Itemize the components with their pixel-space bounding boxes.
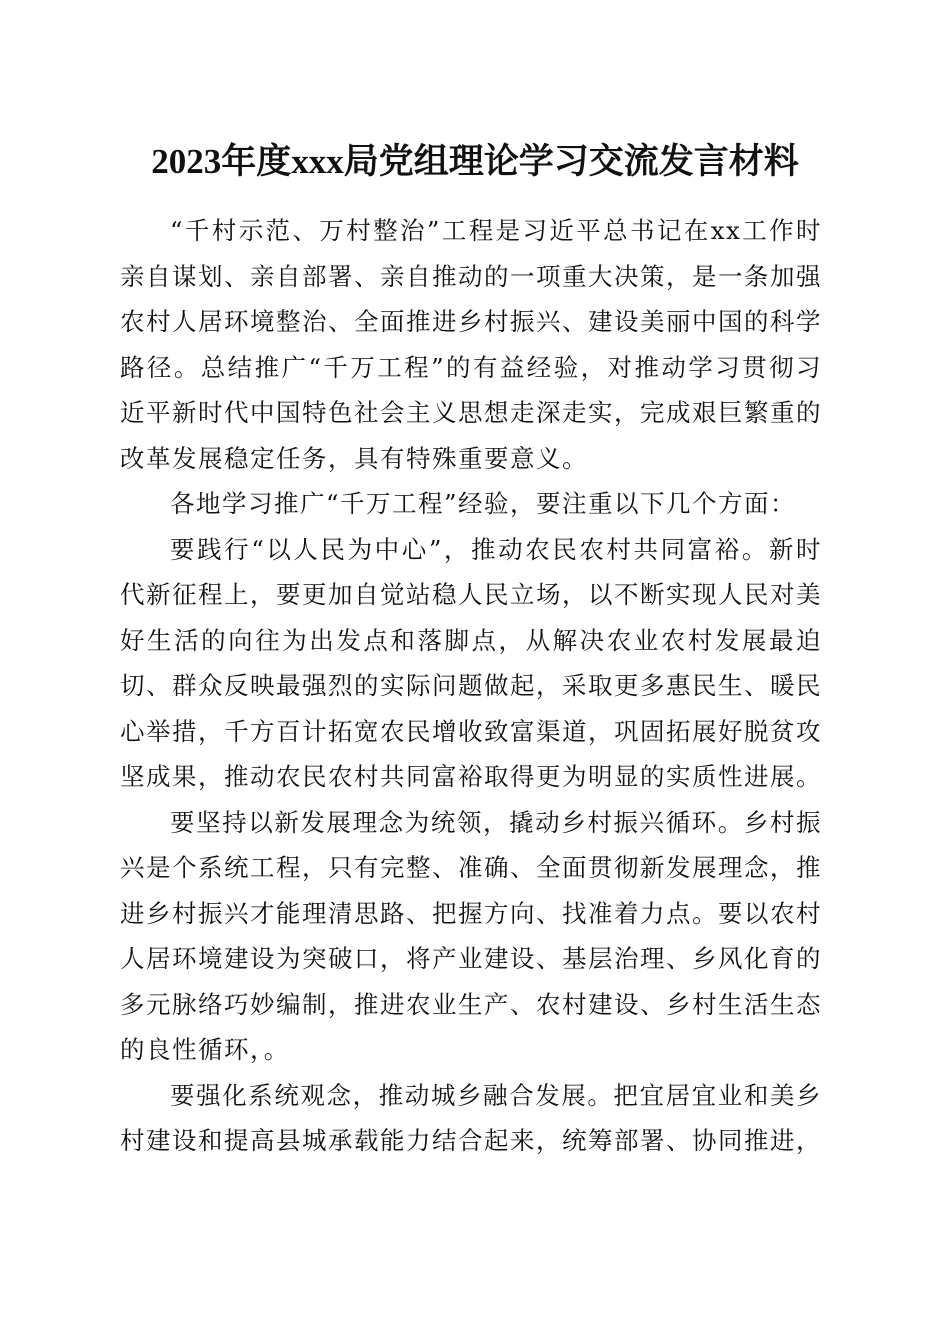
document-title: 2023年度xxx局党组理论学习交流发言材料 xyxy=(151,142,799,181)
paragraph-new-development: 要坚持以新发展理念为统领，撬动乡村振兴循环。乡村振兴是个系统工程，只有完整、准确、全面贯彻新发展理念，推进乡村振兴才能理清思路、把握方向、找准着力点。要以农村人居环境建设为突破口，将产业建设、基层治理、乡风化育的多元脉络巧妙编制，推进农业生产、农村建设、乡村生活生态的良性循环，。 xyxy=(120,807,822,1064)
paragraph-urban-rural: 要强化系统观念，推动城乡融合发展。把宜居宜业和美乡村建设和提高县城承载能力结合起来，统筹部署、协同推进， xyxy=(120,1080,822,1155)
paragraph-people-centered: 要践行“以人民为中心”，推动农民农村共同富裕。新时代新征程上，要更加自觉站稳人民立场，以不断实现人民对美好生活的向往为出发点和落脚点，从解决农业农村发展最迫切、群众反映最强烈的实际问题做起，采取更多惠民生、暖民心举措，千方百计拓宽农民增收致富渠道，巩固拓展好脱贫攻坚成果，推动农民农村共同富裕取得更为明显的实质性进展。 xyxy=(120,534,822,791)
paragraph-intro: “千村示范、万村整治”工程是习近平总书记在xx工作时亲自谋划、亲自部署、亲自推动的一项重大决策，是一条加强农村人居环境整治、全面推进乡村振兴、建设美丽中国的科学路径。总结推广“千万工程”的有益经验，对推动学习贯彻习近平新时代中国特色社会主义思想走深走实，完成艰巨繁重的改革发展稳定任务，具有特殊重要意义。 xyxy=(120,216,822,473)
paragraph-aspects-lead: 各地学习推广“千万工程”经验，要注重以下几个方面： xyxy=(170,489,797,518)
document-body xyxy=(120,208,822,1164)
